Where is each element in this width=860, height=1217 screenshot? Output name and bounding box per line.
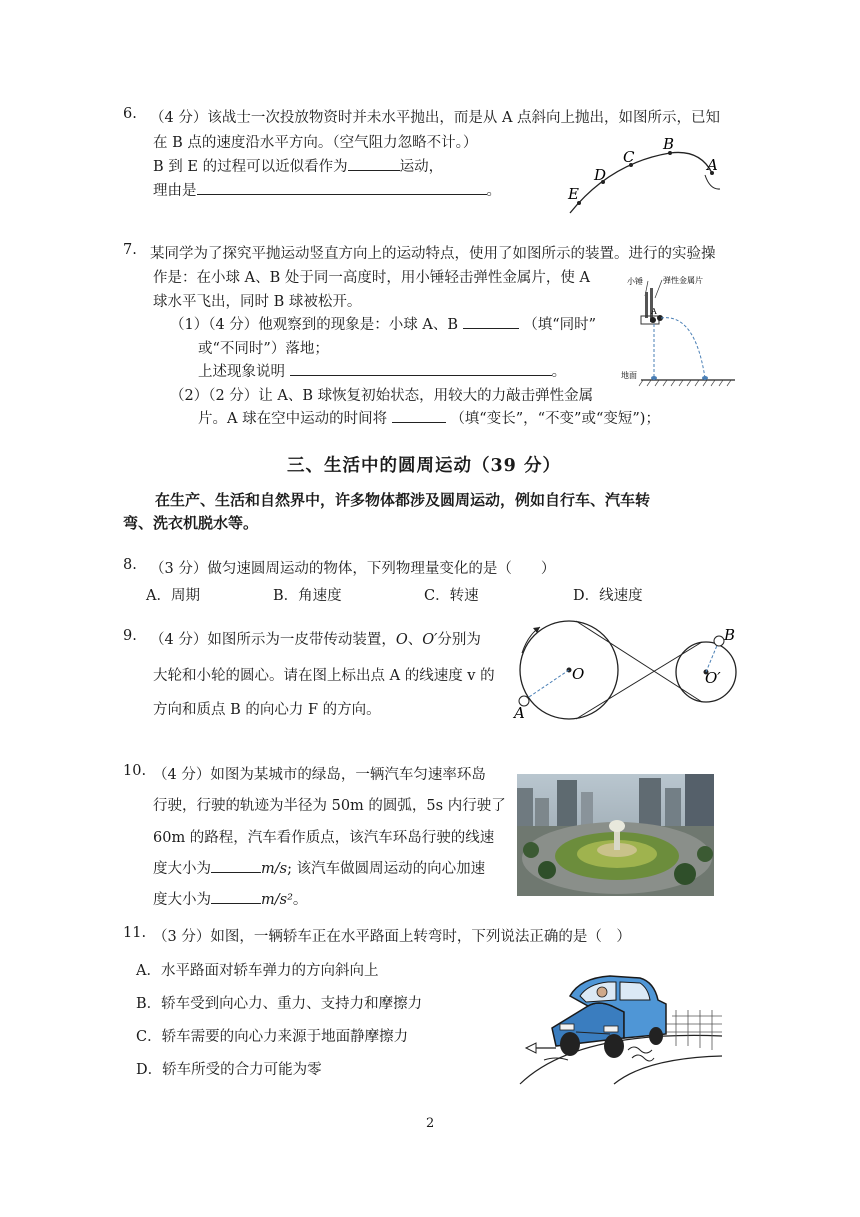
fig-ball-a-label: A: [651, 307, 657, 316]
launch-hand-curve: [705, 175, 720, 189]
q11-number: 11.: [123, 925, 147, 941]
q8-number: 8.: [123, 557, 137, 573]
road-tiles: [666, 1010, 722, 1050]
label-b: B: [724, 626, 736, 644]
q7-p2-text: 片。A 球在空中运动的时间将: [198, 411, 388, 427]
q10-unit-speed: m/s: [261, 861, 288, 877]
q8-option-a[interactable]: A．周期: [146, 588, 200, 604]
q11-option-c[interactable]: C．轿车需要的向心力来源于地面静摩擦力: [136, 1029, 409, 1045]
plate-pointer: [655, 280, 662, 298]
q7-part1-line1: [170, 313, 596, 334]
q7-part1-line3: [198, 360, 566, 381]
q11-stem: （3 分）如图，一辆轿车正在水平路面上转弯时，下列说法正确的是（ ）: [153, 929, 631, 945]
q6-line4-text: 理由是: [153, 183, 197, 199]
q10-line5-text: 度大小为: [153, 892, 211, 908]
q10-line5: [153, 888, 307, 909]
q6-line2: 在 B 点的速度沿水平方向。（空气阻力忽略不计。）: [153, 135, 478, 151]
q11-option-d[interactable]: D．轿车所受的合力可能为零: [136, 1062, 322, 1078]
section3-title: 三、生活中的圆周运动（39 分）: [287, 456, 561, 476]
label-a: A: [514, 704, 525, 722]
q7-number: 7.: [123, 242, 137, 258]
roundabout-photo-illustration: [517, 774, 714, 896]
belt-cross-2: [576, 642, 702, 719]
q10-line1: （4 分）如图为某城市的绿岛，一辆汽车匀速率环岛: [153, 767, 486, 783]
q10-line4-tail: ; 该汽车做圆周运动的向心加速: [287, 861, 486, 877]
q7-part2-line1: （2）（2 分）让 A、B 球恢复初始状态，用较大的力敲击弹性金属: [170, 388, 594, 404]
roundabout-photo: [517, 774, 714, 896]
q9-number: 9.: [123, 628, 137, 644]
stand-left: [645, 292, 648, 318]
q6-blank-motion[interactable]: [348, 155, 400, 171]
q7-part2-line2: [198, 407, 660, 428]
trajectory-curve: [570, 152, 712, 213]
label-o: O: [572, 665, 585, 683]
q6-line1: （4 分）该战士一次投放物资时并未水平抛出，而是从 A 点斜向上抛出，如图所示，已知: [150, 110, 721, 126]
q8-stem: （3 分）做匀速圆周运动的物体，下列物理量变化的是（ ）: [150, 561, 556, 577]
q8-option-d[interactable]: D．线速度: [573, 588, 643, 604]
headlight-left: [560, 1024, 574, 1030]
q8-option-c[interactable]: C．转速: [424, 588, 479, 604]
a-projectile-path: [661, 318, 705, 378]
q7-p1-explain: 上述现象说明: [198, 364, 285, 380]
q6-number: 6.: [123, 106, 137, 122]
tire-smoke: [628, 1047, 654, 1061]
q6-line3-text: B 到 E 的过程可以近似看作为: [153, 159, 348, 175]
fig-hammer-label: 小锤: [627, 277, 643, 286]
stand-right: [650, 288, 653, 322]
headlight-right: [604, 1026, 618, 1032]
force-arrow-head: [526, 1043, 536, 1053]
label-c: C: [623, 148, 635, 166]
q7-line1: 某同学为了探究平抛运动竖直方向上的运动特点，使用了如图所示的装置。进行的实验操: [150, 246, 716, 262]
a-landing: [702, 376, 708, 380]
q6-trajectory-figure: [560, 135, 725, 220]
driver-head: [597, 987, 607, 997]
q9-line1-text: （4 分）如图所示为一皮带传动装置，: [150, 632, 396, 648]
q6-line4-tail: 。: [486, 183, 501, 199]
label-e: E: [568, 185, 579, 203]
ball-b: [650, 317, 656, 323]
section3-intro-line1: 在生产、生活和自然界中，许多物体都涉及圆周运动，例如自行车、汽车转: [155, 491, 651, 509]
q11-car-figure: [516, 960, 724, 1088]
label-b: B: [663, 135, 675, 153]
q6-line3: [153, 155, 443, 176]
rear-wheel: [649, 1027, 663, 1045]
page-number: 2: [426, 1116, 435, 1131]
q11-option-a[interactable]: A．水平路面对轿车弹力的方向斜向上: [136, 963, 379, 979]
q7-blank-landing[interactable]: [463, 313, 519, 329]
q10-unit-accel: m/s²: [261, 892, 293, 908]
q7-blank-time[interactable]: [392, 407, 446, 423]
q10-blank-speed[interactable]: [211, 857, 261, 873]
q7-p1-text: （1）（4 分）他观察到的现象是：小球 A、B: [170, 317, 459, 333]
q9-sep: 、: [407, 632, 423, 648]
q11-option-b[interactable]: B．轿车受到向心力、重力、支持力和摩擦力: [136, 996, 423, 1012]
q10-line4: [153, 857, 485, 878]
q6-line4: [153, 179, 501, 200]
fig-plate-label: 弹性金属片: [663, 276, 703, 285]
q9-belt-figure: [506, 615, 746, 725]
q10-line4-text: 度大小为: [153, 861, 211, 877]
q7-line2: 作是：在小球 A、B 处于同一高度时，用小锤轻击弹性金属片，使 A: [153, 270, 590, 286]
q8-option-b[interactable]: B．角速度: [273, 588, 342, 604]
q9-line3: 方向和质点 B 的向心力 F 的方向。: [153, 702, 381, 718]
q7-p1-hint: （填“同时”: [523, 317, 597, 333]
q9-line1: [150, 628, 481, 649]
q10-number: 10.: [123, 763, 147, 779]
b-landing: [651, 376, 657, 380]
point-b[interactable]: [714, 636, 724, 646]
q10-line5-tail: 。: [292, 892, 308, 908]
ground-hatch: [639, 380, 731, 386]
label-o-prime: O′: [705, 669, 721, 687]
label-d: D: [594, 166, 607, 184]
section3-intro-line2: 弯、洗衣机脱水等。: [123, 514, 259, 532]
q7-part1-line2: 或“不同时”）落地；: [198, 341, 329, 357]
q7-blank-explain[interactable]: [290, 360, 552, 376]
q7-apparatus-figure: [615, 268, 740, 390]
q9-symbol-o: O: [395, 632, 408, 648]
radius-a: [526, 670, 569, 699]
q10-line3: 60m 的路程，汽车看作质点，该汽车环岛行驶的线速: [153, 830, 495, 846]
fig-ground-label: 地面: [621, 371, 637, 380]
front-wheel-right: [604, 1034, 624, 1058]
q6-blank-reason[interactable]: [197, 179, 487, 195]
q7-line3: 球水平飞出，同时 B 球被松开。: [153, 294, 362, 310]
radius-b: [706, 643, 718, 672]
q6-line3-tail: 运动，: [399, 159, 444, 175]
front-wheel: [560, 1032, 580, 1056]
q7-p2-hint: （填“变长”，“不变”或“变短”)；: [450, 411, 660, 427]
q10-line2: 行驶，行驶的轨迹为半径为 50m 的圆弧，5s 内行驶了: [153, 798, 506, 814]
q9-symbol-o-prime: O′: [422, 632, 438, 648]
belt-cross-1: [576, 621, 702, 702]
q7-p1-end: 。: [551, 364, 567, 380]
q10-blank-accel[interactable]: [211, 888, 261, 904]
q9-line2: 大轮和小轮的圆心。请在图上标出点 A 的线速度 v 的: [153, 668, 495, 684]
q9-line1-tail: 分别为: [437, 632, 481, 648]
label-a: A: [707, 156, 718, 174]
road-edge-inner: [614, 1056, 722, 1084]
